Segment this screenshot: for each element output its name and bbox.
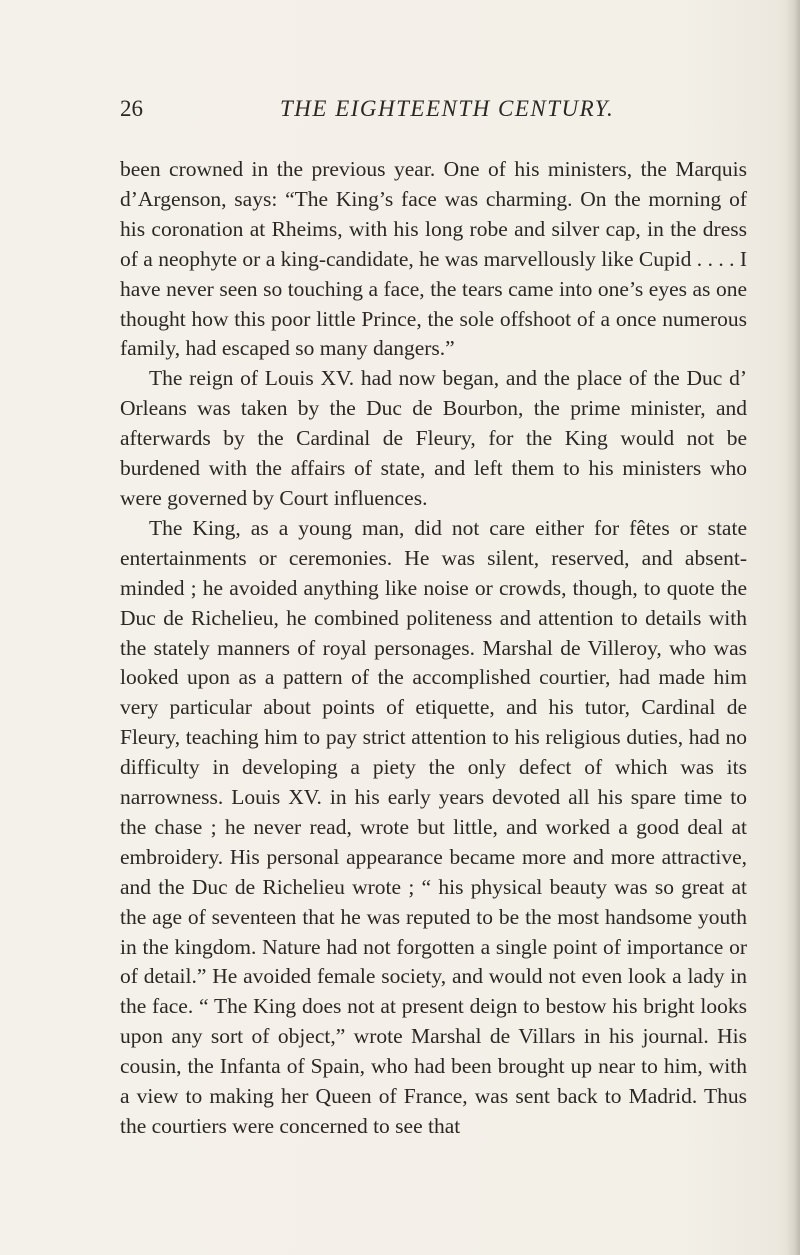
page-edge-shadow [786,0,800,1255]
body-text [120,155,747,1142]
paragraph: The reign of Louis XV. had now began, and the place of the Duc d’ Orleans was taken by the Duc de Bourbon, the prime minister, and afterwards by the Cardinal de Fleury, for the King would not be burdened with the affairs of state, and left them to his ministers who were governed by Court influences. [120,366,747,510]
page-header [120,96,740,128]
running-head: THE EIGHTEENTH CENTURY. [280,96,615,121]
page-number: 26 [120,96,143,121]
paragraph: The King, as a young man, did not care either for fêtes or state entertainments or ceremonies. He was silent, reserved, and absent-minded ; he avoided anything like noise or crowds, though, to quote the Duc de Richelieu, he combined politeness and attention to details with the stately manners of royal personages. Marshal de Villeroy, who was looked upon as a pattern of the accomplished courtier, had made him very particular about points of etiquette, and his tutor, Cardinal de Fleury, teaching him to pay strict attention to his religious duties, had no difficulty in developing a piety the only defect of which was its narrowness. Louis XV. in his early years devoted all his spare time to the chase ; he never read, wrote but little, and worked a good deal at embroidery. His personal appearance became more and more attractive, and the Duc de Richelieu wrote ; “ his physical beauty was so great at the age of seventeen that he was reputed to be the most handsome youth in the kingdom. Nature had not forgotten a single point of importance or of detail.” He avoided female society, and would not even look a lady in the face. “ The King does not at present deign to bestow his bright looks upon any sort of object,” wrote Marshal de Villars in his journal. His cousin, the Infanta of Spain, who had been brought up near to him, with a view to making her Queen of France, was sent back to Madrid. Thus the courtiers were concerned to see that [120,515,747,1138]
paragraph: been crowned in the previous year. One of his ministers, the Marquis d’Argenson, says: “The King’s face was charming. On the morning of his coronation at Rheims, with his long robe and silver cap, in the dress of a neophyte or a king-candidate, he was marvellously like Cupid . . . . I have never seen so touching a face, the tears came into one’s eyes as one thought how this poor little Prince, the sole offshoot of a once numerous family, had escaped so many dangers.” [120,157,747,361]
